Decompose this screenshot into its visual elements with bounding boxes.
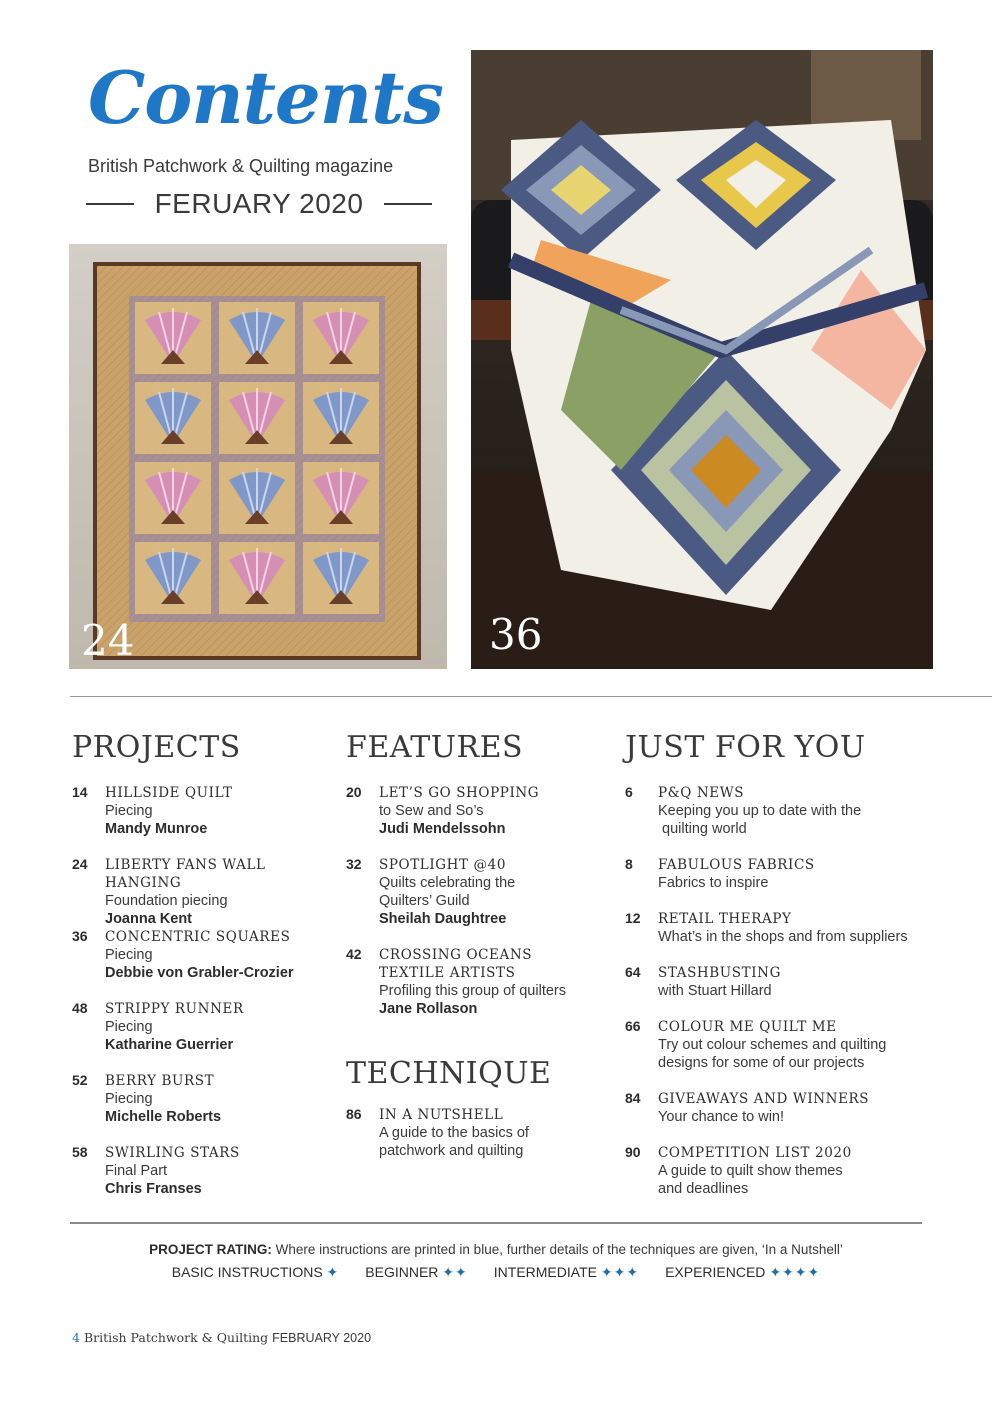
photo-page-number: 36 (489, 610, 543, 659)
entry-page: 48 (72, 1000, 88, 1016)
entry-description: Piecing (105, 1019, 153, 1035)
entry-title: LET’S GO SHOPPING (379, 785, 540, 801)
entry-description: Fabrics to inspire (658, 875, 769, 891)
entry-title: BERRY BURST (105, 1073, 215, 1089)
entry-page: 58 (72, 1144, 88, 1160)
photo-page-number: 24 (81, 616, 135, 665)
entry-author: Joanna Kent (105, 911, 193, 927)
entry-title: LIBERTY FANS WALL HANGING (105, 857, 266, 891)
entry-page: 90 (625, 1144, 641, 1160)
entry-page: 64 (625, 964, 641, 980)
star-icon: ✦✦ (442, 1264, 468, 1280)
features-heading: FEATURES (346, 730, 524, 765)
entry-title: RETAIL THERAPY (658, 911, 792, 927)
toc-entry[interactable] (625, 1144, 945, 1216)
issue-rule-right (384, 203, 432, 205)
entry-page: 6 (625, 784, 633, 800)
rating-level (172, 1264, 340, 1281)
entry-title: COLOUR ME QUILT ME (658, 1019, 837, 1035)
level-name: EXPERIENCED (665, 1264, 766, 1280)
star-icon: ✦✦✦✦ (769, 1264, 821, 1280)
page-footer (72, 1330, 371, 1345)
rating-level (665, 1264, 820, 1281)
entry-description: Try out colour schemes and quilting (658, 1037, 887, 1053)
entry-author: Michelle Roberts (105, 1109, 222, 1125)
entry-description: Quilters’ Guild (379, 893, 470, 909)
entry-description: Your chance to win! (658, 1109, 785, 1125)
entry-page: 32 (346, 856, 362, 872)
toc-entry[interactable] (625, 1018, 945, 1090)
just-for-you-column (625, 728, 945, 1216)
entry-page: 84 (625, 1090, 641, 1106)
rating-levels (0, 1264, 992, 1281)
entry-description: Piecing (105, 1091, 153, 1107)
technique-heading: TECHNIQUE (346, 1056, 552, 1091)
projects-heading: PROJECTS (72, 730, 241, 765)
entry-page: 66 (625, 1018, 641, 1034)
entry-page: 20 (346, 784, 362, 800)
rating-label: PROJECT RATING: (149, 1242, 272, 1257)
liberty-fans-quilt-image (69, 244, 447, 669)
rating-level (494, 1264, 639, 1281)
toc-entry[interactable] (625, 1090, 945, 1144)
entry-title-line2: TEXTILE ARTISTS (379, 965, 516, 981)
features-column (346, 728, 608, 1166)
concentric-squares-quilt-image (471, 50, 933, 669)
entry-author: Mandy Munroe (105, 821, 208, 837)
entry-title: FABULOUS FABRICS (658, 857, 815, 873)
entry-title: SPOTLIGHT @40 (379, 857, 507, 873)
entry-title: STASHBUSTING (658, 965, 781, 981)
entry-description: quilting world (658, 821, 747, 837)
rating-text: Where instructions are printed in blue, further details of the techniques are given, ‘In a Nutshell’ (271, 1242, 843, 1257)
level-name: BEGINNER (365, 1264, 439, 1280)
just-for-you-heading: JUST FOR YOU (625, 730, 866, 765)
entry-description: Keeping you up to date with the (658, 803, 862, 819)
issue-row (86, 186, 432, 222)
toc-entry[interactable] (625, 856, 945, 910)
entry-description: Final Part (105, 1163, 168, 1179)
toc-entry[interactable] (625, 910, 945, 964)
entry-title: CONCENTRIC SQUARES (105, 929, 291, 945)
entry-description: A guide to quilt show themes (658, 1163, 843, 1179)
entry-description: Foundation piecing (105, 893, 228, 909)
entry-description: A guide to the basics of (379, 1125, 529, 1141)
toc-entry[interactable] (72, 784, 322, 856)
entry-author: Jane Rollason (379, 1001, 478, 1017)
entry-title: CROSSING OCEANS (379, 947, 533, 963)
entry-description: Piecing (105, 947, 153, 963)
footer-date: FEBRUARY 2020 (272, 1331, 372, 1345)
toc-entry[interactable] (346, 946, 608, 1036)
footer-magazine: British Patchwork & Quilting (83, 1330, 269, 1345)
entry-page: 24 (72, 856, 88, 872)
entry-title: HILLSIDE QUILT (105, 785, 233, 801)
entry-description: Piecing (105, 803, 153, 819)
section-divider (70, 696, 992, 697)
entry-description: designs for some of our projects (658, 1055, 865, 1071)
entry-page: 42 (346, 946, 362, 962)
toc-entry[interactable] (625, 784, 945, 856)
entry-description: Quilts celebrating the (379, 875, 516, 891)
entry-page: 36 (72, 928, 88, 944)
entry-title: STRIPPY RUNNER (105, 1001, 244, 1017)
entry-page: 12 (625, 910, 641, 926)
star-icon: ✦✦✦ (600, 1264, 640, 1280)
level-name: INTERMEDIATE (493, 1264, 597, 1280)
entry-description: What’s in the shops and from suppliers (658, 929, 908, 945)
entry-title: SWIRLING STARS (105, 1145, 240, 1161)
issue-date: FERUARY 2020 (154, 188, 364, 219)
entry-title: P&Q NEWS (658, 785, 745, 801)
entry-description: Profiling this group of quilters (379, 983, 566, 999)
rating-level (365, 1264, 467, 1281)
entry-description: and deadlines (658, 1181, 749, 1197)
toc-entry[interactable] (346, 1106, 608, 1166)
star-icon: ✦ (326, 1264, 340, 1280)
toc-entry[interactable] (346, 784, 608, 856)
entry-page: 8 (625, 856, 633, 872)
toc-entry[interactable] (346, 856, 608, 946)
toc-entry[interactable] (72, 1000, 322, 1072)
entry-description: with Stuart Hillard (658, 983, 772, 999)
toc-entry[interactable] (625, 964, 945, 1018)
entry-page: 52 (72, 1072, 88, 1088)
toc-entry[interactable] (72, 856, 322, 928)
photo-liberty-fans-quilt[interactable] (69, 244, 447, 669)
entry-author: Sheilah Daughtree (379, 911, 507, 927)
entry-page: 86 (346, 1106, 362, 1122)
entry-page: 14 (72, 784, 88, 800)
entry-description: patchwork and quilting (379, 1143, 524, 1159)
entry-author: Katharine Guerrier (105, 1037, 234, 1053)
entry-author: Debbie von Grabler-Crozier (105, 965, 294, 981)
toc-entry[interactable] (72, 928, 322, 1000)
entry-author: Judi Mendelssohn (379, 821, 506, 837)
photo-concentric-squares-quilt[interactable] (471, 50, 933, 669)
projects-column (72, 728, 322, 1216)
level-name: BASIC INSTRUCTIONS (171, 1264, 323, 1280)
entry-author: Chris Franses (105, 1181, 202, 1197)
entry-title: IN A NUTSHELL (379, 1107, 504, 1123)
toc-entry[interactable] (72, 1072, 322, 1144)
rating-divider (70, 1222, 922, 1224)
entry-title: COMPETITION LIST 2020 (658, 1145, 852, 1161)
footer-page-number: 4 (72, 1330, 80, 1345)
contents-title: Contents (88, 55, 443, 140)
magazine-subtitle: British Patchwork & Quilting magazine (88, 156, 394, 176)
entry-title: GIVEAWAYS AND WINNERS (658, 1091, 870, 1107)
project-rating-note (0, 1242, 992, 1257)
entry-description: to Sew and So’s (379, 803, 484, 819)
issue-rule-left (86, 203, 134, 205)
toc-entry[interactable] (72, 1144, 322, 1216)
